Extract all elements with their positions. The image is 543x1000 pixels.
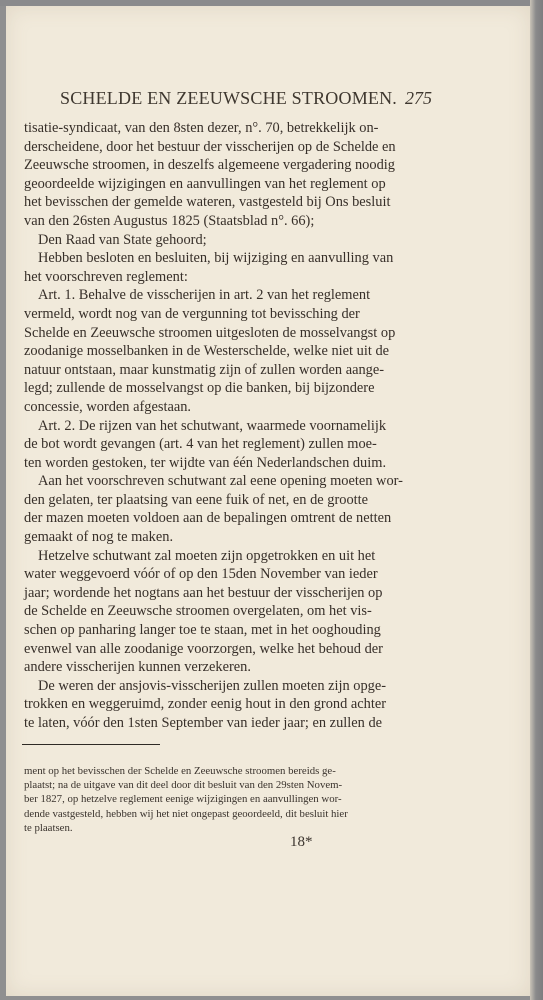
body-line: der mazen moeten voldoen aan de bepalingen omtrent de netten	[24, 510, 392, 527]
body-line: Art. 1. Behalve de visscherijen in art. 2 van het reglement	[38, 287, 371, 304]
footnote-line: te plaatsen.	[24, 821, 73, 834]
body-line: legd; zullende de mosselvangst op die banken, bij bijzondere	[24, 380, 375, 397]
body-line: jaar; wordende het nogtans aan het bestuur der visscherijen op	[24, 584, 383, 601]
body-line: vermeld, wordt nog van de vergunning tot bevissching der	[24, 305, 360, 322]
body-line: het bevisschen der gemelde wateren, vastgesteld bij Ons besluit	[24, 194, 391, 211]
body-line: trokken en weggeruimd, zonder eenig hout in den grond achter	[24, 696, 387, 713]
body-line: Den Raad van State gehoord;	[38, 231, 207, 248]
body-line: evenwel van alle zoodanige voorzorgen, welke het behoud der	[24, 640, 383, 657]
body-line: tisatie-syndicaat, van den 8sten dezer, n°. 70, betrekkelijk on-	[24, 120, 379, 136]
body-line: de Schelde en Zeeuwsche stroomen overgelaten, om het vis-	[24, 603, 372, 620]
body-line: water weggevoerd vóór of op den 15den November van ieder	[24, 566, 378, 583]
body-line: Art. 2. De rijzen van het schutwant, waarmede voornamelijk	[38, 417, 387, 434]
footnote-line: ment op het bevisschen der Schelde en Zeeuwsche stroomen bereids ge-	[24, 765, 336, 777]
body-line: van den 26sten Augustus 1825 (Staatsblad n°. 66);	[24, 212, 315, 229]
body-line: Zeeuwsche stroomen, in deszelfs algemeene vergadering noodig	[24, 157, 395, 174]
body-line: Hebben besloten en besluiten, bij wijziging en aanvulling van	[38, 250, 394, 267]
body-line: de bot wordt gevangen (art. 4 van het reglement) zullen moe-	[24, 436, 377, 453]
running-title: SCHELDE EN ZEEUWSCHE STROOMEN.	[60, 88, 397, 108]
body-line: schen op panharing langer toe te staan, met in het ooghouding	[24, 622, 381, 639]
body-line: natuur ontstaan, maar kunstmatig zijn of zullen worden aange-	[24, 361, 385, 378]
body-line: geoordeelde wijzigingen en aanvullingen van het reglement op	[24, 175, 386, 192]
footnote	[24, 764, 414, 835]
body-line: zoodanige mosselbanken in de Westerschelde, welke niet uit de	[24, 343, 390, 360]
footnote-line: dende vastgesteld, hebben wij het niet ongepast geoordeeld, dit besluit hier	[24, 807, 348, 820]
footnote-line: plaatst; na de uitgave van dit deel door dit besluit van den 29sten Novem-	[24, 779, 343, 792]
body-line: Aan het voorschreven schutwant zal eene opening moeten wor-	[38, 473, 403, 490]
body-line: De weren der ansjovis-visscherijen zullen moeten zijn opge-	[38, 677, 387, 694]
page-header	[60, 88, 432, 109]
body-line: Hetzelve schutwant zal moeten zijn opgetrokken en uit het	[38, 547, 376, 564]
footnote-rule	[22, 744, 160, 745]
body-line: gemaakt of nog te maken.	[24, 529, 174, 546]
page-edge-shadow	[530, 0, 543, 1000]
body-text	[24, 119, 414, 733]
body-line: Schelde en Zeeuwsche stroomen uitgesloten de mosselvangst op	[24, 324, 396, 341]
body-line: te laten, vóór den 1sten September van ieder jaar; en zullen de	[24, 715, 383, 731]
footnote-line: ber 1827, op hetzelve reglement eenige wijzigingen en aanvullingen wor-	[24, 793, 342, 806]
body-line: derscheidene, door het bestuur der visscherijen op de Schelde en	[24, 138, 396, 155]
signature-mark: 18*	[290, 834, 313, 850]
body-line: andere visscherijen kunnen verzekeren.	[24, 659, 251, 676]
body-line: den gelaten, ter plaatsing van eene fuik of net, en de grootte	[24, 491, 369, 508]
body-line: concessie, worden afgestaan.	[24, 398, 192, 415]
body-line: ten worden gestoken, ter wijdte van één Nederlandschen duim.	[24, 454, 387, 471]
page-number: 275	[405, 88, 432, 108]
body-line: het voorschreven reglement:	[24, 268, 188, 285]
